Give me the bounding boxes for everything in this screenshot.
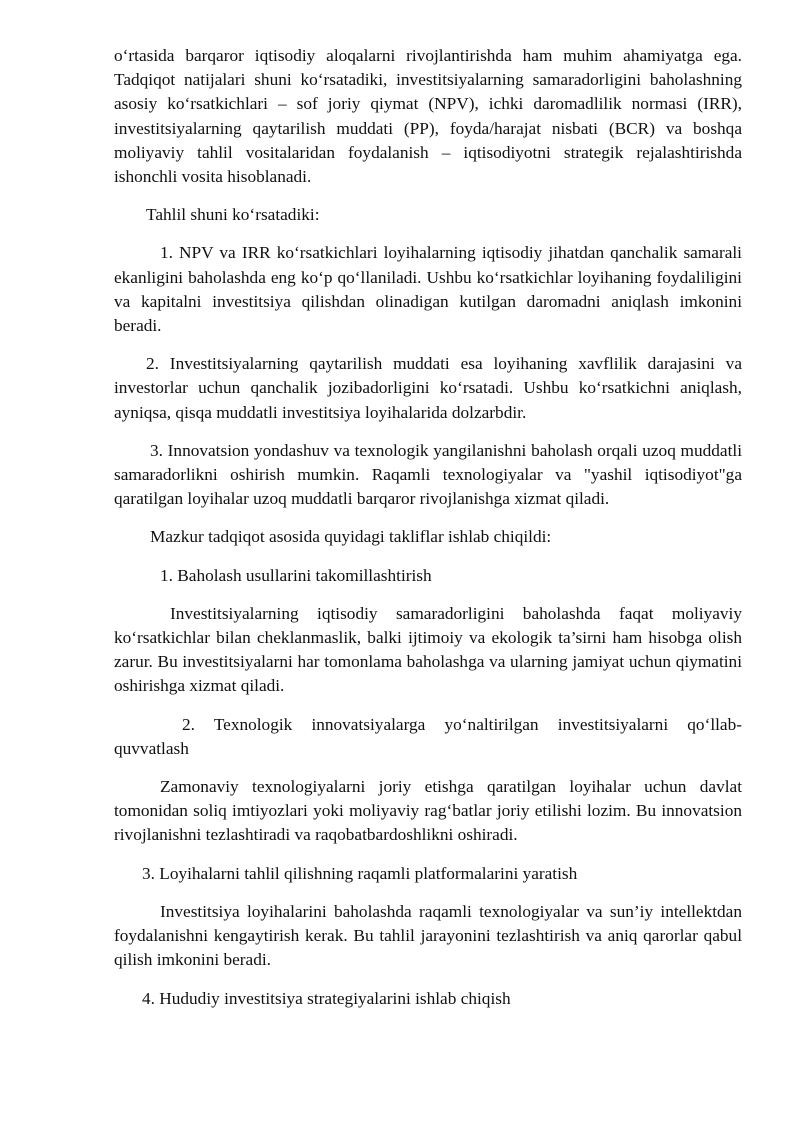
paragraph-proposal-2-body: Zamonaviy texnologiyalarni joriy etishga qaratilgan loyihalar uchun davlat tomonidan soliq imtiyozlari yoki moliyaviy rag‘batlar joriy etilishi lozim. Bu innovatsion rivojlanishni tezlashtiradi va raqobatbardoshlikni oshiradi.	[114, 777, 742, 845]
document-page	[114, 44, 742, 1025]
list-item-innovation: 3. Innovatsion yondashuv va texnologik yangilanishni baholash orqali uzoq muddatli samaradorlikni oshirish mumkin. Raqamli texnologiyalar va "yashil iqtisodiyot"ga qaratilgan loyihalar uzoq muddatli barqaror rivojlanishga xizmat qiladi.	[114, 440, 742, 509]
heading-proposal-4: 4. Hududiy investitsiya strategiyalarini ishlab chiqish	[142, 988, 511, 1008]
paragraph-intro-continuation: o‘rtasida barqaror iqtisodiy aloqalarni rivojlantirishda ham muhim ahamiyatga ega. Tadqiqot natijalari shuni ko‘rsatadiki, investitsiyalarning samaradorligini baholashning asosiy ko‘rsatkichlari – sof joriy qiymat (NPV), ichki daromadlilik normasi (IRR), investitsiyalarning qaytarilish muddati (PP), foyda/harajat nisbati (BCR) va boshqa moliyaviy tahlil vositalaridan foydalanish – iqtisodiyotni strategik rejalashtirishda ishonchli vosita hisoblanadi.	[114, 46, 742, 187]
paragraph-proposal-3-body: Investitsiya loyihalarini baholashda raqamli texnologiyalar va sun’iy intellektdan foydalanishni kengaytirish kerak. Bu tahlil jarayonini tezlashtirish va aniq qarorlar qabul qilish imkonini beradi.	[114, 901, 742, 970]
paragraph-proposals-lead: Mazkur tadqiqot asosida quyidagi takliflar ishlab chiqildi:	[150, 527, 552, 547]
list-item-payback-period: 2. Investitsiyalarning qaytarilish muddati esa loyihaning xavflilik darajasini va investorlar uchun qanchalik jozibadorligini ko‘rsatadi. Ushbu ko‘rsatkichni aniqlash, ayniqsa, qisqa muddatli investitsiya loyihalarida dolzarbdir.	[114, 354, 742, 422]
heading-proposal-1: 1. Baholash usullarini takomillashtirish	[160, 565, 432, 585]
heading-proposal-3: 3. Loyihalarni tahlil qilishning raqamli platformalarini yaratish	[142, 863, 578, 883]
paragraph-proposal-1-body: Investitsiyalarning iqtisodiy samaradorligini baholashda faqat moliyaviy ko‘rsatkichlar bilan cheklanmaslik, balki ijtimoiy va ekologik ta’sirni ham hisobga olish zarur. Bu investitsiyalarni har tomonlama baholashga va ularning jamiyat uchun qiymatini oshirishga xizmat qiladi.	[114, 603, 742, 696]
list-item-npv-irr: 1. NPV va IRR ko‘rsatkichlari loyihalarning iqtisodiy jihatdan qanchalik samarali ekanligini baholashda eng ko‘p qo‘llaniladi. Ushbu ko‘rsatkichlar loyihaning foydaliligini va kapitalni investitsiya qilishdan olinadigan kutilgan daromadni aniqlash imkonini beradi.	[114, 243, 742, 336]
heading-proposal-2: 2. Texnologik innovatsiyalarga yo‘naltirilgan investitsiyalarni qo‘llab-quvvatlash	[114, 714, 742, 758]
paragraph-analysis-lead: Tahlil shuni ko‘rsatadiki:	[146, 205, 320, 225]
